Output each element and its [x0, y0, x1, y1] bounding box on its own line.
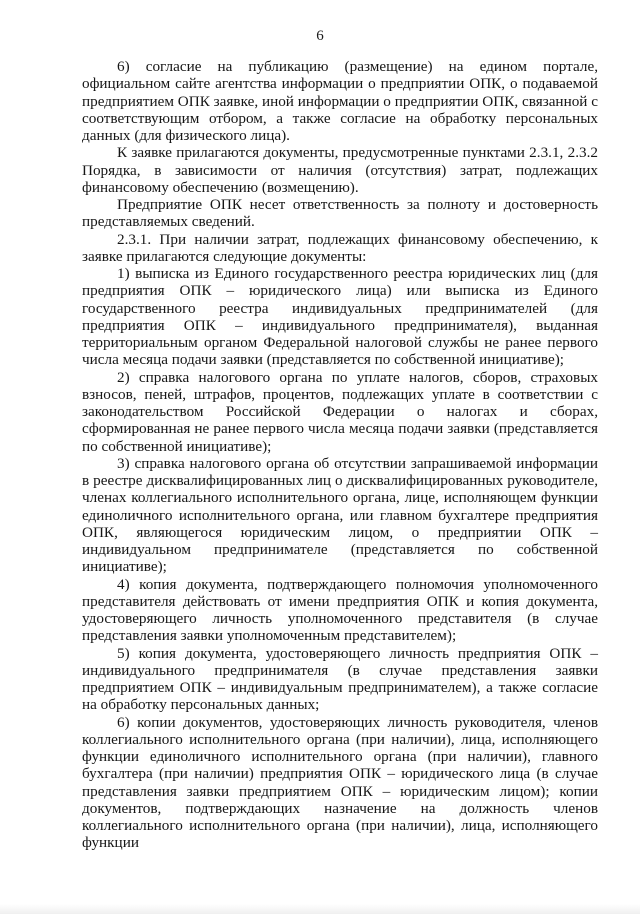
scan-bottom-edge — [0, 904, 640, 914]
paragraph-item-5-entrepreneur-identity: 5) копия документа, удостоверяющего личность предприятия ОПК – индивидуального предпринимателя (в случае представления заявки предприятием ОПК – индивидуальным предпринимателем), а также согласие на обработку персональных данных; — [82, 644, 598, 714]
paragraph-item-6-officers-identity: 6) копии документов, удостоверяющих личность руководителя, членов коллегиального исполнительного органа (при наличии), лица, исполняющего функции единоличного исполнительного органа (при наличии), главного бухгалтера (при наличии) предприятия ОПК – юридического лица (в случае представления заявки предприятием ОПК – юридическим лицом); копии документов, подтверждающих назначение на должность членов коллегиального исполнительного органа (при наличии), лица, исполняющего функции — [82, 713, 598, 852]
paragraph-section-2-3-1: 2.3.1. При наличии затрат, подлежащих финансовому обеспечению, к заявке прилагаются следующие документы: — [82, 230, 598, 265]
paragraph-item-1-egrul-extract: 1) выписка из Единого государственного реестра юридических лиц (для предприятия ОПК – юридического лица) или выписка из Единого государственного реестра индивидуальных предпринимателей (для предприятия ОПК – индивидуального предпринимателя), выданная территориальным органом Федеральной налоговой службы не ранее первого числа месяца подачи заявки (представляется по собственной инициативе); — [82, 265, 598, 369]
paragraph-responsibility: Предприятие ОПК несет ответственность за полноту и достоверность представляемых сведений. — [82, 196, 598, 231]
paragraph-attached-documents: К заявке прилагаются документы, предусмотренные пунктами 2.3.1, 2.3.2 Порядка, в зависимости от наличия (отсутствия) затрат, подлежащих финансовому обеспечению (возмещению). — [82, 144, 598, 196]
paragraph-consent-publication: 6) согласие на публикацию (размещение) на едином портале, официальном сайте агентства информации о предприятии ОПК, о подаваемой предприятием ОПК заявке, иной информации о предприятии ОПК, связанной с соответствующим отбором, а также согласие на обработку персональных данных (для физического лица). — [82, 58, 598, 144]
paragraph-item-4-representative-authority: 4) копия документа, подтверждающего полномочия уполномоченного представителя действовать от имени предприятия ОПК и копия документа, удостоверяющего личность уполномоченного представителя (в случае представления заявки уполномоченным представителем); — [82, 575, 598, 645]
page-number: 6 — [316, 28, 324, 44]
paragraph-item-3-disqualification-certificate: 3) справка налогового органа об отсутствии запрашиваемой информации в реестре дисквалифицированных лиц о дисквалифицированных руководителе, членах коллегиального исполнительного органа, лице, исполняющем функции единоличного исполнительного органа, или главном бухгалтере предприятия ОПК, являющегося юридическим лицом, о предприятии ОПК – индивидуальном предпринимателе (представляется по собственной инициативе); — [82, 454, 598, 576]
paragraph-item-2-tax-certificate: 2) справка налогового органа по уплате налогов, сборов, страховых взносов, пеней, штрафов, процентов, подлежащих уплате в соответствии с законодательством Российской Федерации о налогах и сборах, сформированная не ранее первого числа месяца подачи заявки (представляется по собственной инициативе); — [82, 368, 598, 455]
document-body — [82, 58, 598, 852]
